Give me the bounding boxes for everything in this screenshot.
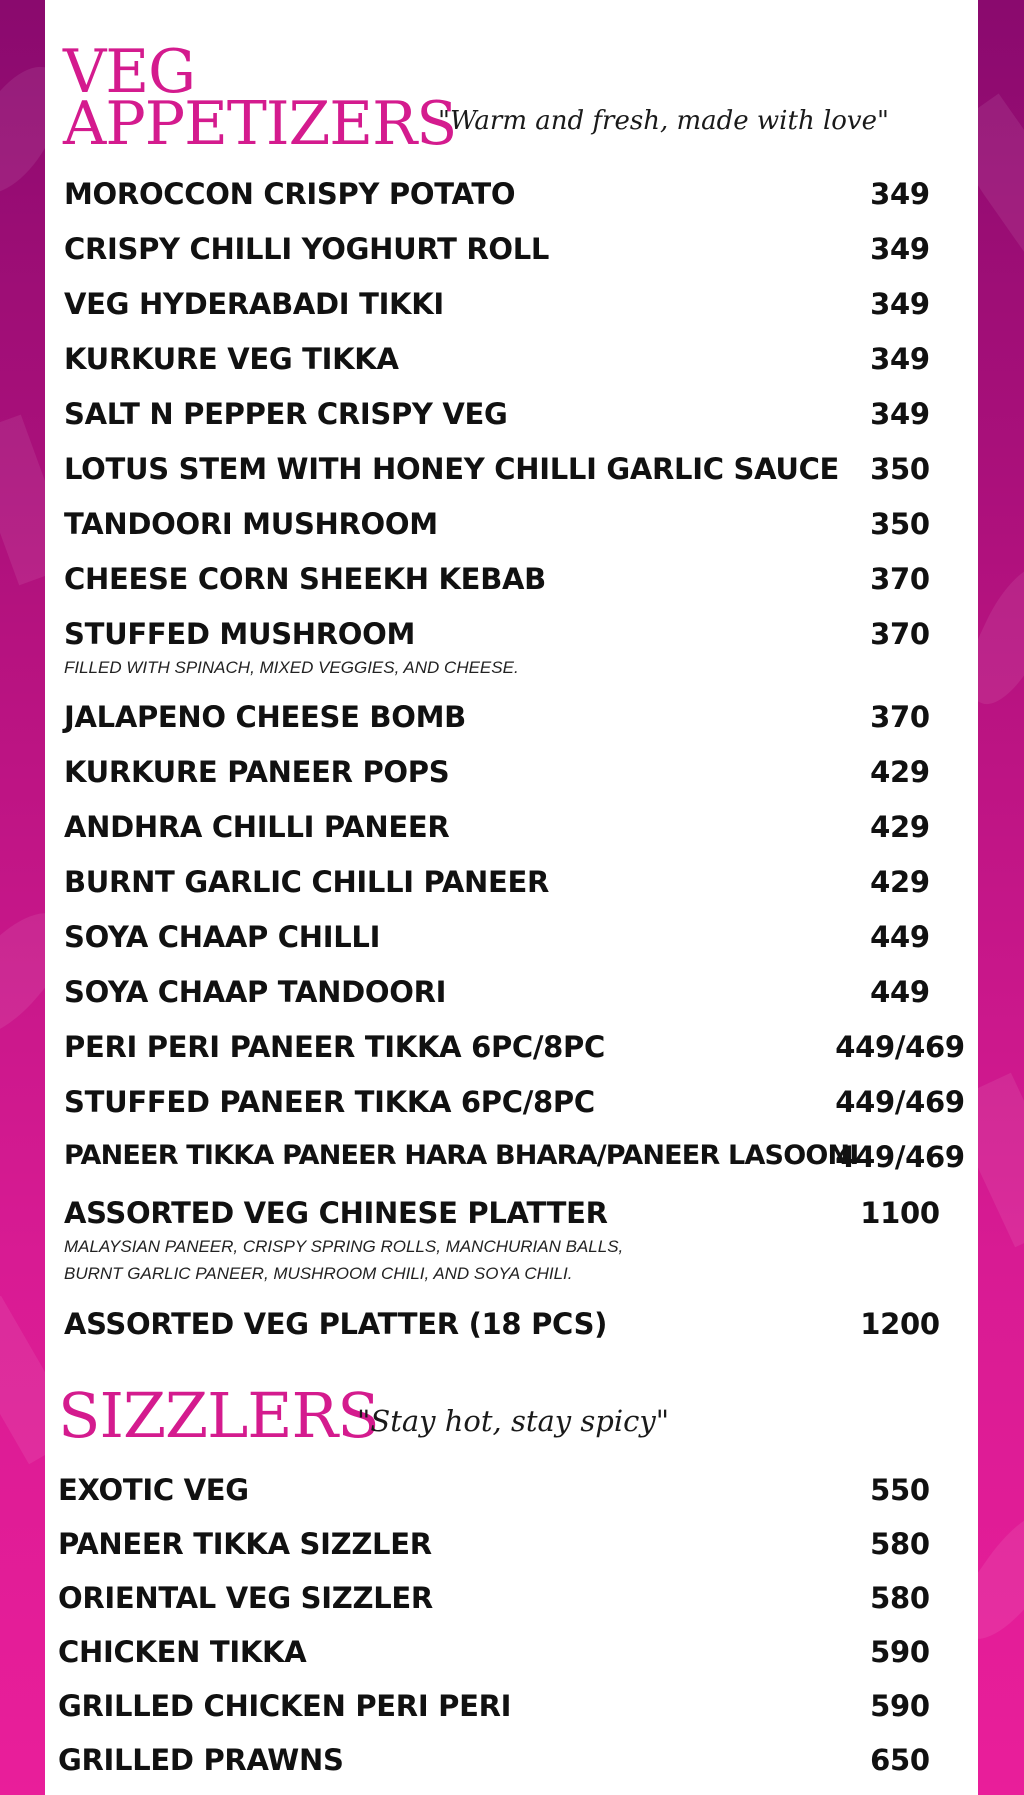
sizzlers-tagline: "Stay hot, stay spicy" — [357, 1404, 670, 1438]
item-price: 449/469 — [835, 1030, 965, 1064]
menu-item — [0, 562, 1024, 596]
item-name: CHEESE CORN SHEEKH KEBAB — [64, 562, 546, 596]
veg-appetizers-title-line1: VEG — [63, 37, 196, 107]
menu-item — [0, 1473, 1024, 1507]
menu-item — [0, 507, 1024, 541]
menu-item — [0, 1085, 1024, 1119]
item-name: STUFFED MUSHROOM — [64, 617, 416, 651]
item-name: PANEER TIKKA PANEER HARA BHARA/PANEER LASOONI — [64, 1140, 859, 1171]
menu-item — [0, 920, 1024, 954]
menu-item — [0, 397, 1024, 431]
menu-item — [0, 232, 1024, 266]
item-price: 350 — [870, 507, 930, 541]
leaf-decoration — [978, 1496, 1024, 1653]
menu-item — [0, 1635, 1024, 1669]
item-price: 580 — [870, 1581, 930, 1615]
item-name: ASSORTED VEG PLATTER (18 PCS) — [64, 1307, 608, 1341]
item-name: SALT N PEPPER CRISPY VEG — [64, 397, 508, 431]
veg-appetizers-title-line2: APPETIZERS — [63, 89, 457, 159]
item-price: 449/469 — [835, 1085, 965, 1119]
menu-item — [0, 1527, 1024, 1561]
item-price: 370 — [870, 562, 930, 596]
item-name: STUFFED PANEER TIKKA 6PC/8PC — [64, 1085, 595, 1119]
sizzlers-title: SIZZLERS — [58, 1379, 379, 1452]
item-price: 550 — [870, 1473, 930, 1507]
item-price: 1100 — [860, 1196, 940, 1230]
item-name: PERI PERI PANEER TIKKA 6PC/8PC — [64, 1030, 605, 1064]
item-name: PANEER TIKKA SIZZLER — [58, 1527, 432, 1561]
item-description: FILLED WITH SPINACH, MIXED VEGGIES, AND CHEESE. — [64, 658, 519, 677]
menu-item — [0, 177, 1024, 211]
item-name: CRISPY CHILLI YOGHURT ROLL — [64, 232, 550, 266]
item-price: 449 — [870, 920, 930, 954]
item-price: 590 — [870, 1689, 930, 1723]
menu-item — [0, 865, 1024, 899]
item-name: MOROCCON CRISPY POTATO — [64, 177, 516, 211]
menu-item — [0, 975, 1024, 1009]
menu-item — [0, 1196, 1024, 1230]
leaf-decoration — [0, 415, 45, 586]
item-price: 580 — [870, 1527, 930, 1561]
menu-item — [0, 1689, 1024, 1723]
item-price: 1200 — [860, 1307, 940, 1341]
item-name: BURNT GARLIC CHILLI PANEER — [64, 865, 550, 899]
veg-appetizers-tagline: "Warm and fresh, made with love" — [438, 106, 889, 136]
menu-item — [0, 1030, 1024, 1064]
item-name: ANDHRA CHILLI PANEER — [64, 810, 450, 844]
item-name: VEG HYDERABADI TIKKI — [64, 287, 444, 321]
menu-item — [0, 1581, 1024, 1615]
item-price: 429 — [870, 810, 930, 844]
item-description: MALAYSIAN PANEER, CRISPY SPRING ROLLS, MANCHURIAN BALLS, — [64, 1237, 624, 1256]
menu-item — [0, 810, 1024, 844]
item-name: SOYA CHAAP CHILLI — [64, 920, 381, 954]
item-price: 349 — [870, 232, 930, 266]
item-name: EXOTIC VEG — [58, 1473, 249, 1507]
item-name: ORIENTAL VEG SIZZLER — [58, 1581, 433, 1615]
item-name: KURKURE PANEER POPS — [64, 755, 450, 789]
menu-item — [0, 1140, 1024, 1174]
item-name: SOYA CHAAP TANDOORI — [64, 975, 447, 1009]
item-name: LOTUS STEM WITH HONEY CHILLI GARLIC SAUCE — [64, 452, 840, 486]
item-price: 349 — [870, 397, 930, 431]
item-price: 449 — [870, 975, 930, 1009]
menu-item — [0, 287, 1024, 321]
menu-item — [0, 755, 1024, 789]
menu-item — [0, 700, 1024, 734]
item-price: 429 — [870, 755, 930, 789]
menu-item — [0, 1307, 1024, 1341]
menu-item — [0, 342, 1024, 376]
item-name: ASSORTED VEG CHINESE PLATTER — [64, 1196, 608, 1230]
item-price: 349 — [870, 287, 930, 321]
item-name: GRILLED CHICKEN PERI PERI — [58, 1689, 512, 1723]
menu-item — [0, 452, 1024, 486]
item-name: KURKURE VEG TIKKA — [64, 342, 399, 376]
item-price: 350 — [870, 452, 930, 486]
menu-item — [0, 1743, 1024, 1777]
item-price: 349 — [870, 342, 930, 376]
item-name: GRILLED PRAWNS — [58, 1743, 344, 1777]
item-description: BURNT GARLIC PANEER, MUSHROOM CHILI, AND SOYA CHILI. — [64, 1264, 573, 1283]
item-name: CHICKEN TIKKA — [58, 1635, 307, 1669]
item-name: JALAPENO CHEESE BOMB — [64, 700, 466, 734]
item-price: 429 — [870, 865, 930, 899]
item-price: 370 — [870, 617, 930, 651]
item-price: 590 — [870, 1635, 930, 1669]
menu-item — [0, 617, 1024, 651]
item-price: 449/469 — [835, 1140, 965, 1174]
item-price: 370 — [870, 700, 930, 734]
item-price: 349 — [870, 177, 930, 211]
item-name: TANDOORI MUSHROOM — [64, 507, 438, 541]
item-price: 650 — [870, 1743, 930, 1777]
